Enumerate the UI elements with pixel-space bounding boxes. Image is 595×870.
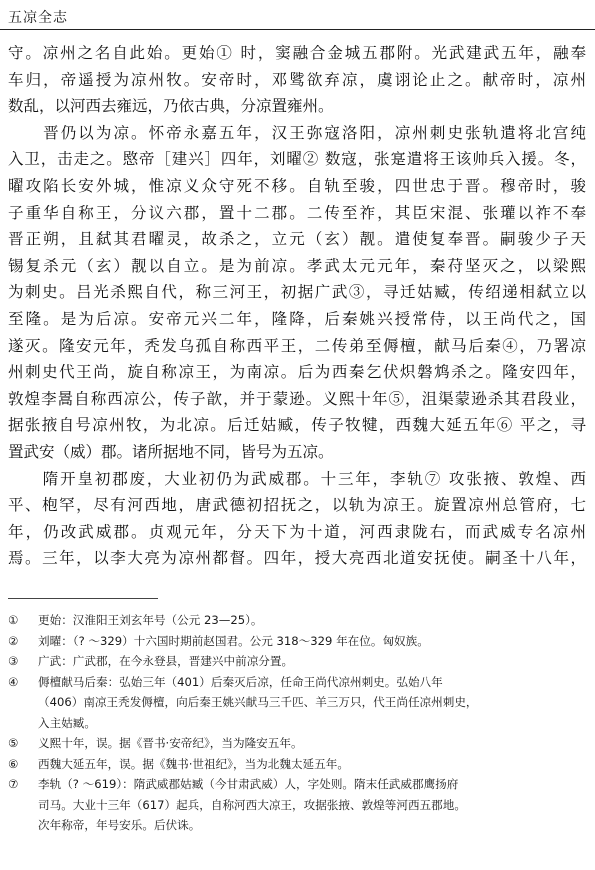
text-line: 守。凉州之名自此始。更始① 时，窦融合金城五郡附。光武建武五年，融奉	[8, 44, 586, 62]
running-header	[0, 0, 595, 30]
footnote-marker: ④	[8, 674, 19, 689]
text-line: 敦煌李暠自称西凉公，传子歆，并于蒙逊。义熙十年⑤，沮渠蒙逊杀其君段业，	[8, 389, 586, 408]
footnote-text: （406）南凉王秃发傉檀，向后秦王姚兴献马三千匹、羊三万只，代王尚任凉州刺史，	[38, 695, 478, 709]
footnote-marker: ⑦	[8, 777, 19, 791]
footnote	[8, 631, 586, 652]
footnote-divider	[8, 598, 158, 599]
footnote-text: 司马。大业十三年（617）起兵，自称河西大凉王，攻据张掖、敦煌等河西五郡地。	[38, 797, 466, 812]
footnote	[8, 651, 586, 672]
text-line: 数乱，以河西去雍远，乃依古典，分凉置雍州。	[8, 97, 334, 116]
footnote-marker: ⑤	[8, 736, 19, 750]
footnotes	[8, 610, 586, 836]
footnote-marker: ②	[8, 633, 19, 648]
text-line: 据张掖自号凉州牧，为北凉。后迁姑臧，传子牧犍，西魏大延五年⑥ 平之，寻	[8, 416, 586, 435]
footnote	[8, 672, 586, 734]
text-line: 隋开皇初郡废，大业初仍为武威郡。十三年，李轨⑦ 攻张掖、敦煌、西	[8, 469, 586, 488]
footnote-text: 入主姑臧。	[38, 715, 96, 730]
footnote	[8, 754, 586, 775]
footnote	[8, 610, 586, 631]
footnote	[8, 774, 586, 836]
text-line: 为刺史。吕光杀熙自代，称三河王，初据广武③，寻迁姑臧，传绍递相弑立以	[8, 283, 586, 302]
text-line: 曜攻陷长安外城，惟凉义众守死不移。自轨至骏，四世忠于晋。穆帝时，骏	[8, 176, 586, 195]
text-line: 锡复杀元（玄）靓以自立。是为前凉。孝武太元元年，秦苻坚灭之，以梁熙	[8, 256, 586, 275]
footnote-text: 李轨（? ～619）：隋武威郡姑臧（今甘肃武威）人，字处则。隋末任武威郡鹰扬府	[38, 777, 459, 791]
header-title: 五凉全志	[8, 10, 68, 26]
footnote	[8, 733, 586, 754]
text-line: 至隆。是为后凉。安帝元兴二年，隆降，后秦姚兴授常侍，以王尚代之，国	[8, 309, 586, 328]
footnote-text: 傉檀献马后秦：弘始三年（401）后秦灭后凉，任命王尚代凉州刺史。弘始八年	[38, 674, 443, 689]
text-line: 车归，帝遥授为凉州牧。安帝时，邓骘欲弃凉，虞诩论止之。献帝时，凉州	[8, 70, 586, 89]
footnote-marker: ⑥	[8, 756, 19, 771]
text-line: 焉。三年，以李大亮为凉州都督。四年，授大亮西北道安抚使。嗣圣十八年，	[8, 549, 586, 568]
footnote-text: 次年称帝，年号安乐。后伏诛。	[38, 818, 201, 832]
footnote-text: 西魏大延五年，误。据《魏书·世祖纪》，当为北魏太延五年。	[38, 756, 349, 771]
footnote-marker: ①	[8, 613, 19, 627]
text-line: 晋仍以为凉。怀帝永嘉五年，汉王弥寇洛阳，凉州刺史张轨遣将北宫纯	[8, 123, 586, 142]
footnote-marker: ③	[8, 654, 19, 668]
footnote-text: 刘曜：（? ～329）十六国时期前赵国君。公元 318～329 年在位。匈奴族。	[38, 633, 429, 648]
text-line: 晋正朔，且弑其君曜灵，故杀之，立元（玄）靓。遣使复奉晋。嗣骏少子天	[8, 230, 586, 249]
footnote-text: 广武：广武郡，在今永登县，晋建兴中前凉分置。	[38, 654, 294, 668]
text-line: 遂灭。隆安元年，秃发乌孤自称西平王，二传弟至傉檀，献马后秦④，乃署凉	[8, 336, 586, 355]
header-rule	[0, 29, 595, 30]
text-line: 平、枹罕，尽有河西地，唐武德初招抚之，以轨为凉王。旋置凉州总管府，七	[8, 496, 586, 515]
text-line: 入卫，击走之。愍帝［建兴］四年，刘曜② 数寇，张寔遣将王该帅兵入援。冬，	[8, 150, 586, 169]
footnote-text: 义熙十年，误。据《晋书·安帝纪》，当为隆安五年。	[38, 736, 303, 750]
text-line: 置武安（威）郡。诸所据地不同，皆号为五凉。	[8, 442, 334, 461]
text-line: 州刺史代王尚，旋自称凉王，为南凉。后为西秦乞伏炽磐鸩杀之。隆安四年，	[8, 363, 586, 382]
text-line: 年，仍改武威郡。贞观元年，分天下为十道，河西隶陇右，而武威专名凉州	[8, 522, 586, 541]
text-line: 子重华自称王，分议六郡，置十二郡。二传至祚，其臣宋混、张瓘以祚不奉	[8, 203, 586, 222]
main-text	[8, 40, 586, 572]
footnote-text: 更始：汉淮阳王刘玄年号（公元 23—25）。	[38, 613, 263, 627]
